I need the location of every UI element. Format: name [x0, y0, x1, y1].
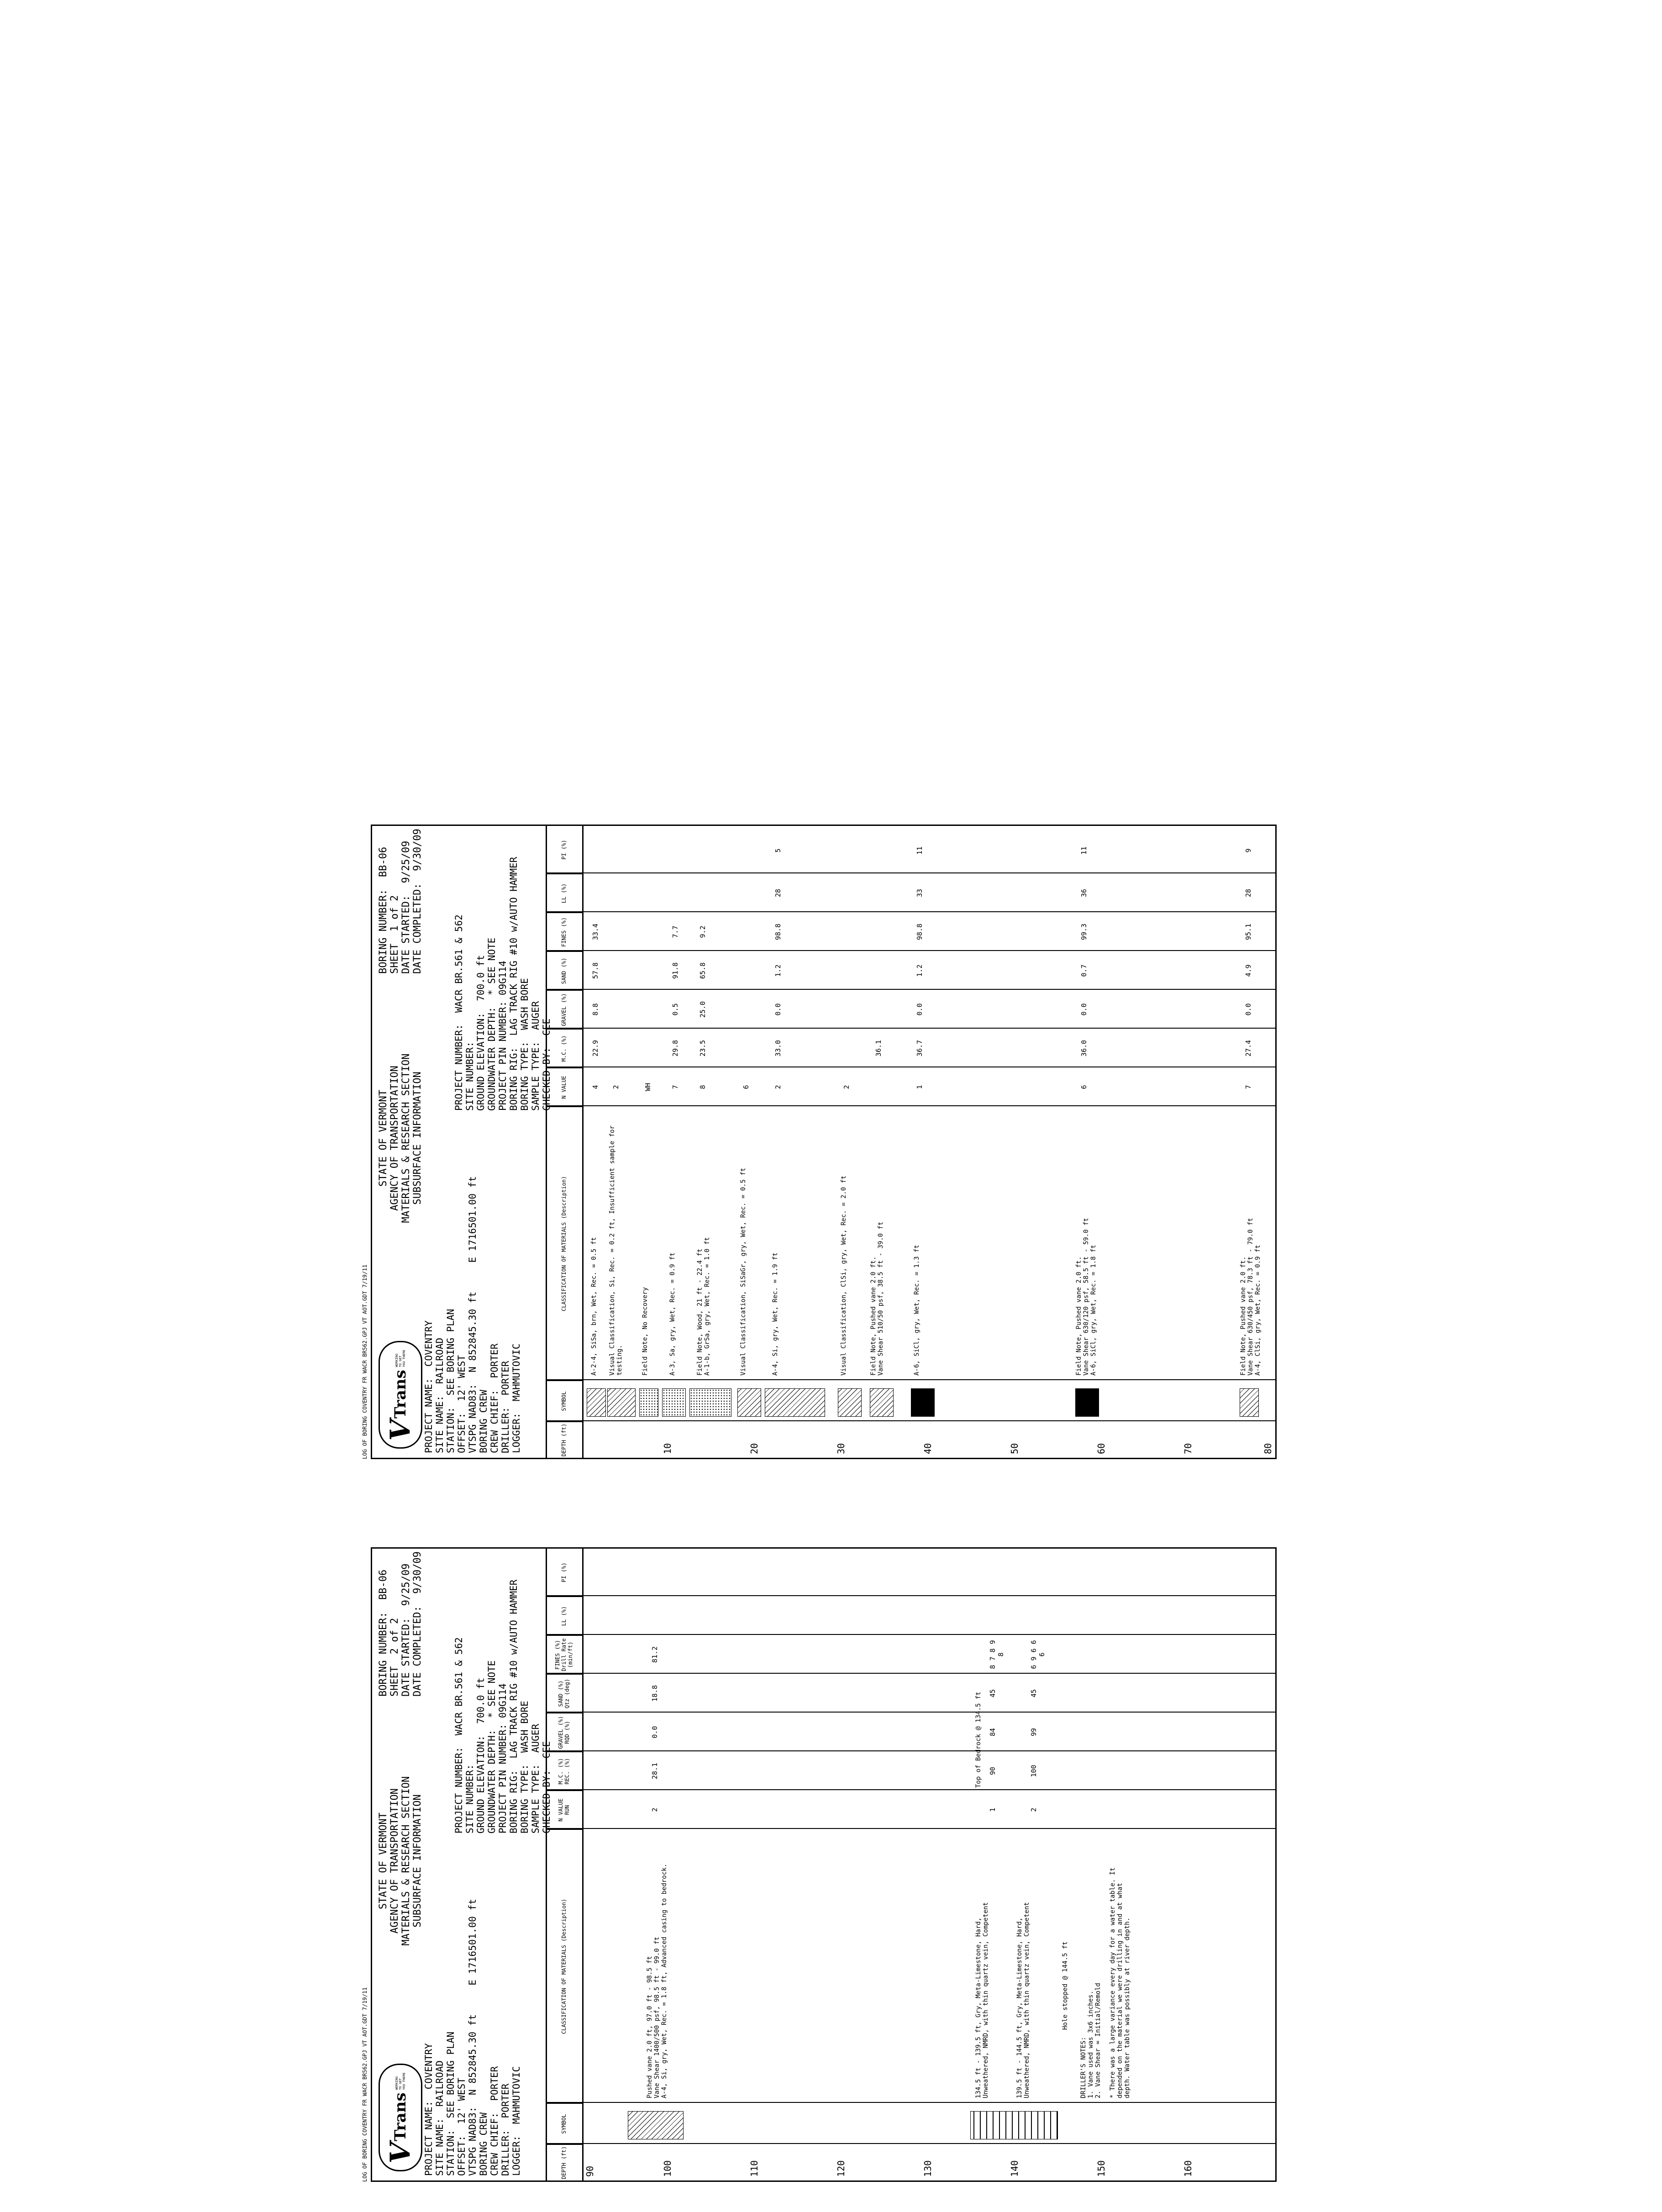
soil-symbol — [911, 1388, 935, 1417]
depth-label: 90 — [584, 2165, 595, 2177]
n-value: 2 — [651, 1807, 659, 1812]
gravel-value: 0.0 — [651, 1726, 659, 1739]
material-description: Visual Classification, ClSi, gry, Wet, Rec. = 2.0 ft — [840, 1175, 847, 1376]
sand-value: 4.9 — [1244, 964, 1252, 977]
fines-value: 7.7 — [671, 925, 679, 938]
fines-value: 81.2 — [651, 1646, 659, 1663]
depth-label: 110 — [749, 2160, 760, 2177]
material-description: Field Note, Pushed vane 2.0 ft. Vane Shear 630/450 psf, 78.3 ft - 79.0 ft A-4, ClSi, gry, Wet, Rec. = 0.9 ft — [1240, 1218, 1262, 1376]
sand-value: 57.8 — [591, 962, 600, 979]
project-info-right: PROJECT NUMBER: WACR BR.561 & 562 SITE NUMBER: GROUND ELEVATION: 700.0 ft GROUNDWATER DEPTH: * SEE NOTE PROJECT PIN NUMBER: 09G114 BORING RIG: LAG TRACK RIG #10 w/AUTO HAMMER BORING TYPE: WASH BORE SAMPLE TYPE: AUGER CHECKED BY: CEE — [453, 1579, 552, 1834]
col-symbol: SYMBOL — [546, 2103, 582, 2144]
gravel-value: 0.0 — [774, 1003, 782, 1016]
depth-label: 130 — [922, 2160, 933, 2177]
table-header — [546, 826, 584, 1458]
depth-label: 40 — [922, 1443, 933, 1454]
mc-value: 28.1 — [651, 1762, 659, 1780]
ll-value: 36 — [1080, 888, 1088, 898]
n-value: 4 — [591, 1085, 600, 1089]
log-body — [582, 1549, 1275, 2180]
col-pi: PI (%) — [561, 840, 567, 860]
col-depth: DEPTH (ft) — [546, 1421, 582, 1458]
pi-value: 5 — [774, 848, 782, 853]
qtz-value: 45 — [1030, 1689, 1038, 1698]
col-n: N VALUE — [546, 1067, 582, 1106]
n-value: 6 — [1080, 1085, 1088, 1089]
log-header — [372, 826, 552, 1458]
soil-symbol — [662, 1388, 686, 1417]
log-header — [372, 1549, 552, 2180]
col-fines: FINES (%) Drill Rate (min/ft) — [546, 1635, 582, 1674]
depth-label: 100 — [662, 2160, 673, 2177]
depth-label: 120 — [836, 2160, 847, 2177]
col-mc: M.C. (%) — [546, 1029, 582, 1067]
rec-value: 100 — [1030, 1765, 1038, 1777]
col-fines: FINES (%) — [546, 912, 582, 951]
rqd-value: 99 — [1030, 1728, 1038, 1737]
mc-value: 22.9 — [591, 1040, 600, 1057]
rqd-value: 84 — [989, 1728, 997, 1737]
drill-rate-value: 8 7 8 9 8 — [989, 1640, 1005, 1669]
fines-value: 33.4 — [591, 923, 600, 940]
sand-value: 91.8 — [671, 962, 679, 979]
gravel-value: 8.8 — [591, 1003, 600, 1016]
soil-symbol — [737, 1388, 761, 1417]
vtrans-logo: V Trans WORKING TO GET YOU THERE — [379, 1341, 422, 1449]
material-description: Field Note, Pushed vane 2.0 ft. Vane Shear 510/50 psf, 38.5 ft - 39.0 ft — [870, 1221, 884, 1376]
material-description: 134.5 ft - 139.5 ft, Gry, Meta-Limestone, Hard, Unweathered, NMRD, with thin quartz vein, Competent — [975, 1902, 989, 2098]
soil-symbol — [587, 1388, 606, 1417]
sand-value: 1.2 — [915, 964, 924, 977]
col-depth: DEPTH (ft) — [546, 2144, 582, 2180]
boring-log-sheet-2 — [362, 1547, 1277, 2182]
soil-symbol — [628, 2111, 684, 2139]
n-value: 6 — [742, 1085, 750, 1089]
soil-symbol — [838, 1388, 862, 1417]
mc-value: 36.1 — [874, 1040, 883, 1057]
ll-value: 33 — [915, 888, 924, 898]
soil-symbol — [765, 1388, 825, 1417]
col-classification: CLASSIFICATION OF MATERIALS (Description) — [546, 1829, 582, 2103]
material-description: A-6, SiCl, gry, Wet, Rec. = 1.3 ft — [913, 1245, 920, 1376]
depth-label: 160 — [1183, 2160, 1194, 2177]
mc-value: 33.0 — [774, 1040, 782, 1057]
run-value: 1 — [989, 1807, 997, 1812]
file-strip: LOG OF BORING COVENTRY FR WACR BR562.GPJ VT AOT.GDT 7/19/11 — [362, 1264, 368, 1459]
sand-value: 18.8 — [651, 1685, 659, 1702]
col-symbol: SYMBOL — [546, 1380, 582, 1421]
gravel-value: 0.5 — [671, 1003, 679, 1016]
qtz-value: 45 — [989, 1689, 997, 1698]
log-frame — [371, 825, 1277, 1459]
pi-value: 9 — [1244, 848, 1252, 853]
depth-label: 50 — [1009, 1443, 1020, 1454]
soil-symbol — [870, 1388, 894, 1417]
top-of-bedrock-note: Top of Bedrock @ 134.5 ft — [975, 1692, 982, 1788]
mc-value: 23.5 — [699, 1040, 707, 1057]
agency-title: STATE OF VERMONT AGENCY OF TRANSPORTATION MATERIALS & RESEARCH SECTION SUBSURFACE INFORMATION — [378, 1053, 423, 1223]
log-body — [582, 826, 1275, 1458]
n-value: 1 — [915, 1085, 924, 1089]
rec-value: 90 — [989, 1766, 997, 1776]
soil-symbol — [639, 1388, 658, 1417]
n-value: 2 — [842, 1085, 851, 1089]
col-n: N VALUE RUN — [546, 1790, 582, 1829]
col-sand: SAND (%) — [546, 951, 582, 990]
hole-stopped-note: Hole stopped @ 144.5 ft — [1062, 1941, 1069, 2030]
col-ll: LL (%) — [546, 873, 582, 912]
boring-number-block: BORING NUMBER: BB-06 SHEET 1 of 2 DATE STARTED: 9/25/09 DATE COMPLETED: 9/30/09 — [378, 829, 423, 974]
ll-value: 28 — [1244, 888, 1252, 898]
run-value: 2 — [1030, 1807, 1038, 1812]
agency-title: STATE OF VERMONT AGENCY OF TRANSPORTATION MATERIALS & RESEARCH SECTION SUBSURFACE INFORMATION — [378, 1776, 423, 1946]
sand-value: 0.7 — [1080, 964, 1088, 977]
mc-value: 29.8 — [671, 1040, 679, 1057]
col-mc: M.C. (%) REC. (%) — [546, 1751, 582, 1790]
col-pi: PI (%) — [561, 1562, 567, 1582]
ll-value: 28 — [774, 888, 782, 898]
boring-number-block: BORING NUMBER: BB-06 SHEET 2 of 2 DATE STARTED: 9/25/09 DATE COMPLETED: 9/30/09 — [378, 1551, 423, 1697]
gravel-value: 0.0 — [1080, 1003, 1088, 1016]
project-info-right: PROJECT NUMBER: WACR BR.561 & 562 SITE NUMBER: GROUND ELEVATION: 700.0 ft GROUNDWATER DEPTH: * SEE NOTE PROJECT PIN NUMBER: 09G114 BORING RIG: LAG TRACK RIG #10 w/AUTO HAMMER BORING TYPE: WASH BORE SAMPLE TYPE: AUGER CHECKED BY: CEE — [453, 856, 552, 1111]
soil-symbol — [689, 1388, 731, 1417]
depth-label: 30 — [836, 1443, 847, 1454]
material-description: Field Note, Wood, 21 ft - 22.4 ft A-1-b, GrSa, gry, Wet, Rec. = 1.0 ft — [696, 1237, 711, 1376]
file-strip: LOG OF BORING COVENTRY FR WACR BR562.GPJ VT AOT.GDT 7/19/11 — [362, 1987, 368, 2182]
depth-label: 60 — [1096, 1443, 1107, 1454]
n-value: 8 — [699, 1085, 707, 1089]
gravel-value: 0.0 — [1244, 1003, 1252, 1016]
soil-symbol — [1240, 1388, 1259, 1417]
sand-value: 1.2 — [774, 964, 782, 977]
material-description: Field Note, No Recovery — [642, 1287, 649, 1376]
material-description: Visual Classification, SiSaGr, gry, Wet, Rec. = 0.5 ft — [740, 1167, 747, 1376]
depth-label: 150 — [1096, 2160, 1107, 2177]
fines-value: 98.8 — [915, 923, 924, 940]
boring-log-sheet-1 — [362, 825, 1277, 1459]
col-sand: SAND (%) Qtz (deg) — [546, 1674, 582, 1713]
material-description: Field Note, Pushed vane 2.0 ft. Vane Shear 630/120 psf, 58.5 ft - 59.0 ft A-6, SiCl, gry, Wet, Rec. = 1.8 ft — [1075, 1218, 1097, 1376]
bedrock-symbol — [970, 2111, 1058, 2139]
fines-value: 95.1 — [1244, 923, 1252, 940]
n-value: 7 — [671, 1085, 679, 1089]
depth-label: 10 — [662, 1443, 673, 1454]
table-header — [546, 1549, 584, 2180]
pi-value: 11 — [915, 846, 924, 855]
fines-value: 98.8 — [774, 923, 782, 940]
material-description: Visual Classification, Si, Rec. = 0.2 ft, Insufficient sample for testing. — [609, 1125, 623, 1376]
material-description: A-3, Sa, gry, Wet, Rec. = 0.9 ft — [669, 1252, 676, 1376]
material-description: Pushed vane 2.0 ft, 97.0 ft - 98.5 ft Vane Shear 1400/500 psf, 98.5 ft - 99.0 ft A-4, Si, gry, Wet, Rec. = 1.8 ft, Advanced casing to bedrock. — [646, 1863, 668, 2098]
depth-label: 140 — [1009, 2160, 1020, 2177]
material-description: 139.5 ft - 144.5 ft, Gry, Meta-Limestone, Hard, Unweathered, NMRD, with thin quartz vein, Competent — [1016, 1902, 1031, 2098]
col-gravel: GRAVEL (%) RQD (%) — [546, 1713, 582, 1751]
depth-label: 80 — [1262, 1443, 1273, 1454]
fines-value: 99.3 — [1080, 923, 1088, 940]
material-description: A-2-4, SiSa, brn, Wet, Rec. = 0.5 ft — [590, 1237, 598, 1376]
sand-value: 65.8 — [699, 962, 707, 979]
gravel-value: 0.0 — [915, 1003, 924, 1016]
col-classification: CLASSIFICATION OF MATERIALS (Description) — [546, 1106, 582, 1380]
project-info: PROJECT NAME: COVENTRY SITE NAME: RAILROAD STATION: SEE BORING PLAN OFFSET: 12' WEST VTSPG NAD83: N 852845.30 ft E 1716501.00 ft BORING CREW CREW CHIEF: PORTER DRILLER: PORTER LOGGER: MAHMUTOVIC — [423, 1176, 522, 1453]
project-info: PROJECT NAME: COVENTRY SITE NAME: RAILROAD STATION: SEE BORING PLAN OFFSET: 12' WEST VTSPG NAD83: N 852845.30 ft E 1716501.00 ft BORING CREW CREW CHIEF: PORTER DRILLER: PORTER LOGGER: MAHMUTOVIC — [423, 1899, 522, 2176]
depth-label: 20 — [749, 1443, 760, 1454]
mc-value: 36.0 — [1080, 1040, 1088, 1057]
drillers-notes: DRILLER'S NOTES: 1. Vane used was 3x6 inches. 2. Vane Shear = Initial/Remold * There was a large variance every day for a water table. It depended on the material we were drilling in and at what depth. Water table was possibly at river depth. — [1080, 1867, 1131, 2098]
n-value: 2 — [774, 1085, 782, 1089]
n-value: 7 — [1244, 1085, 1252, 1089]
material-description: A-4, Si, gry, Wet, Rec. = 1.9 ft — [772, 1252, 779, 1376]
gravel-value: 25.0 — [699, 1001, 707, 1018]
col-gravel: GRAVEL (%) — [546, 990, 582, 1029]
drill-rate-value: 6 9 6 6 6 — [1030, 1640, 1046, 1669]
soil-symbol — [607, 1388, 636, 1417]
pi-value: 11 — [1080, 846, 1088, 855]
mc-value: 36.7 — [915, 1040, 924, 1057]
mc-value: 27.4 — [1244, 1040, 1252, 1057]
col-ll: LL (%) — [546, 1596, 582, 1635]
fines-value: 9.2 — [699, 925, 707, 938]
soil-symbol — [1075, 1388, 1099, 1417]
log-frame — [371, 1547, 1277, 2182]
n-value: 2 — [612, 1085, 620, 1089]
n-value: WH — [644, 1082, 652, 1092]
vtrans-logo: V Trans WORKING TO GET YOU THERE — [379, 2064, 422, 2171]
depth-label: 70 — [1183, 1443, 1194, 1454]
